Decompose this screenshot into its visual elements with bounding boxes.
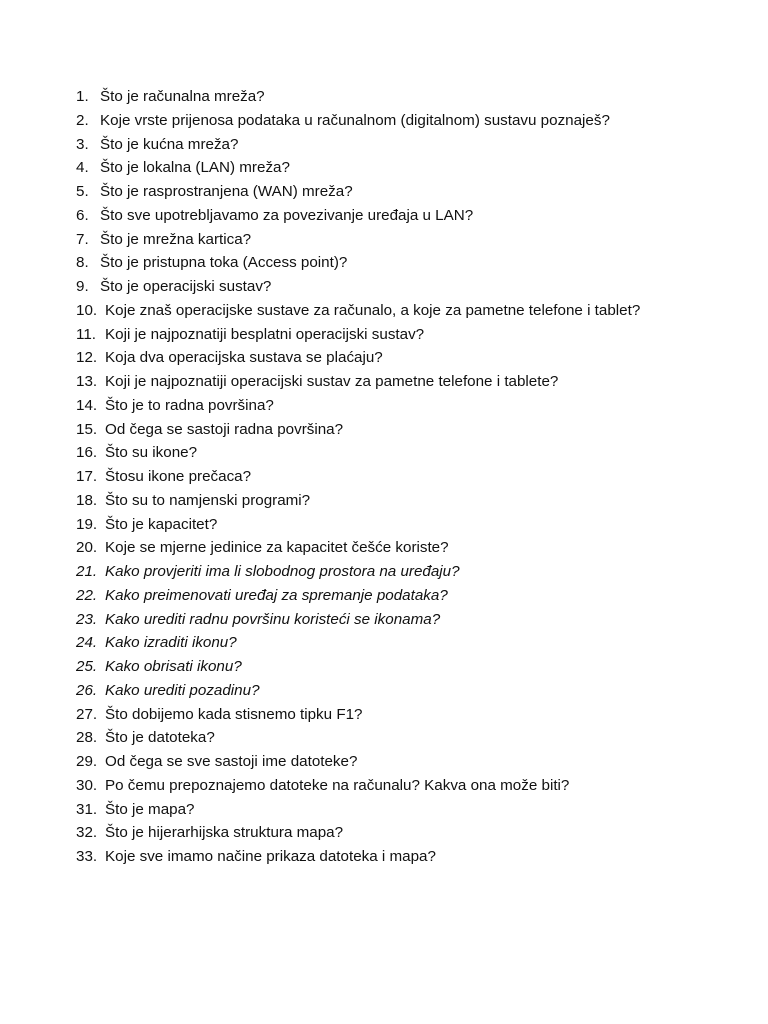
question-number: 29.: [76, 753, 98, 770]
question-text: Štosu ikone prečaca?: [105, 468, 252, 485]
question-item: [76, 228, 756, 252]
question-item: [76, 180, 756, 204]
question-number: 13.: [76, 373, 98, 390]
question-text: Kako obrisati ikonu?: [105, 658, 242, 675]
question-item: [76, 703, 756, 727]
question-number: 31.: [76, 800, 98, 818]
question-number: 30.: [76, 776, 98, 794]
question-text: Po čemu prepoznajemo datoteke na računalu? Kakva ona može biti?: [105, 776, 570, 794]
question-item: [76, 726, 756, 750]
question-text: Što je računalna mreža?: [100, 88, 265, 105]
question-number: 21.: [76, 563, 98, 580]
question-item: [76, 133, 756, 157]
question-text: Što je operacijski sustav?: [100, 278, 272, 295]
question-item: [76, 774, 756, 798]
question-text: Što je hijerarhijska struktura mapa?: [105, 824, 344, 842]
question-number: 23.: [76, 610, 98, 628]
question-number: 9.: [76, 278, 89, 295]
question-number: 18.: [76, 491, 98, 509]
question-number: 6.: [76, 206, 89, 224]
question-text: Kako provjeriti ima li slobodnog prostora na uređaju?: [105, 563, 460, 580]
question-number: 27.: [76, 705, 98, 723]
question-number: 15.: [76, 420, 98, 438]
question-text: Koje se mjerne jedinice za kapacitet češće koriste?: [105, 539, 449, 557]
question-number: 8.: [76, 254, 89, 272]
question-text: Kako urediti pozadinu?: [105, 681, 260, 699]
question-item: [76, 465, 756, 489]
question-number: 22.: [76, 586, 98, 604]
question-text: Što je rasprostranjena (WAN) mreža?: [100, 183, 353, 200]
question-item: [76, 679, 756, 703]
question-number: 4.: [76, 159, 89, 177]
question-text: Koje znaš operacijske sustave za računalo, a koje za pametne telefone i tablet?: [105, 301, 641, 319]
question-number: 16.: [76, 444, 98, 462]
question-text: Što dobijemo kada stisnemo tipku F1?: [105, 705, 363, 723]
question-number: 1.: [76, 88, 89, 105]
question-number: 5.: [76, 183, 89, 200]
question-text: Koje vrste prijenosa podataka u računalnom (digitalnom) sustavu poznaješ?: [100, 111, 610, 129]
question-item: [76, 513, 756, 537]
question-text: Što sve upotrebljavamo za povezivanje uređaja u LAN?: [100, 206, 474, 224]
question-item: [76, 418, 756, 442]
question-item: [76, 631, 756, 655]
question-item: [76, 489, 756, 513]
question-text: Što je mrežna kartica?: [100, 230, 252, 248]
question-number: 3.: [76, 135, 89, 153]
question-text: Što je kućna mreža?: [100, 135, 239, 153]
question-text: Od čega se sve sastoji ime datoteke?: [105, 753, 358, 770]
question-text: Što je lokalna (LAN) mreža?: [100, 159, 290, 177]
question-text: Od čega se sastoji radna površina?: [105, 420, 344, 438]
question-text: Koja dva operacijska sustava se plaćaju?: [105, 349, 383, 367]
question-text: Što je to radna površina?: [105, 396, 274, 414]
question-item: [76, 394, 756, 418]
question-number: 20.: [76, 539, 98, 557]
question-text: Koji je najpoznatiji operacijski sustav za pametne telefone i tablete?: [105, 373, 559, 390]
question-item: [76, 750, 756, 774]
question-item: [76, 536, 756, 560]
question-list: [76, 85, 756, 869]
question-item: [76, 584, 756, 608]
question-number: 11.: [76, 325, 96, 343]
question-number: 12.: [76, 349, 98, 367]
question-text: Koji je najpoznatiji besplatni operacijski sustav?: [105, 325, 425, 343]
question-item: [76, 346, 756, 370]
question-number: 2.: [76, 111, 89, 129]
question-item: [76, 251, 756, 275]
question-item: [76, 370, 756, 394]
question-number: 19.: [76, 515, 98, 533]
question-number: 7.: [76, 230, 89, 248]
question-item: [76, 299, 756, 323]
question-item: [76, 798, 756, 822]
question-number: 24.: [76, 634, 98, 652]
question-number: 25.: [76, 658, 98, 675]
question-item: [76, 441, 756, 465]
question-item: [76, 323, 756, 347]
question-item: [76, 275, 756, 299]
question-number: 10.: [76, 301, 98, 319]
question-item: [76, 204, 756, 228]
question-item: [76, 109, 756, 133]
question-text: Kako izraditi ikonu?: [105, 634, 237, 652]
question-number: 28.: [76, 729, 98, 747]
question-number: 33.: [76, 848, 98, 865]
question-text: Što je mapa?: [105, 800, 195, 818]
question-text: Što su ikone?: [105, 444, 198, 462]
question-number: 26.: [76, 681, 98, 699]
question-item: [76, 560, 756, 584]
question-item: [76, 655, 756, 679]
question-item: [76, 608, 756, 632]
question-number: 17.: [76, 468, 98, 485]
question-text: Što su to namjenski programi?: [105, 491, 311, 509]
question-item: [76, 821, 756, 845]
question-number: 14.: [76, 396, 98, 414]
question-text: Što je datoteka?: [105, 729, 215, 747]
question-text: Kako urediti radnu površinu koristeći se ikonama?: [105, 610, 441, 628]
question-item: [76, 85, 756, 109]
question-item: [76, 156, 756, 180]
question-text: Kako preimenovati uređaj za spremanje podataka?: [105, 586, 448, 604]
question-text: Koje sve imamo načine prikaza datoteka i mapa?: [105, 848, 436, 865]
question-text: Što je pristupna toka (Access point)?: [100, 254, 348, 272]
question-number: 32.: [76, 824, 98, 842]
question-text: Što je kapacitet?: [105, 515, 218, 533]
question-item: [76, 845, 756, 869]
